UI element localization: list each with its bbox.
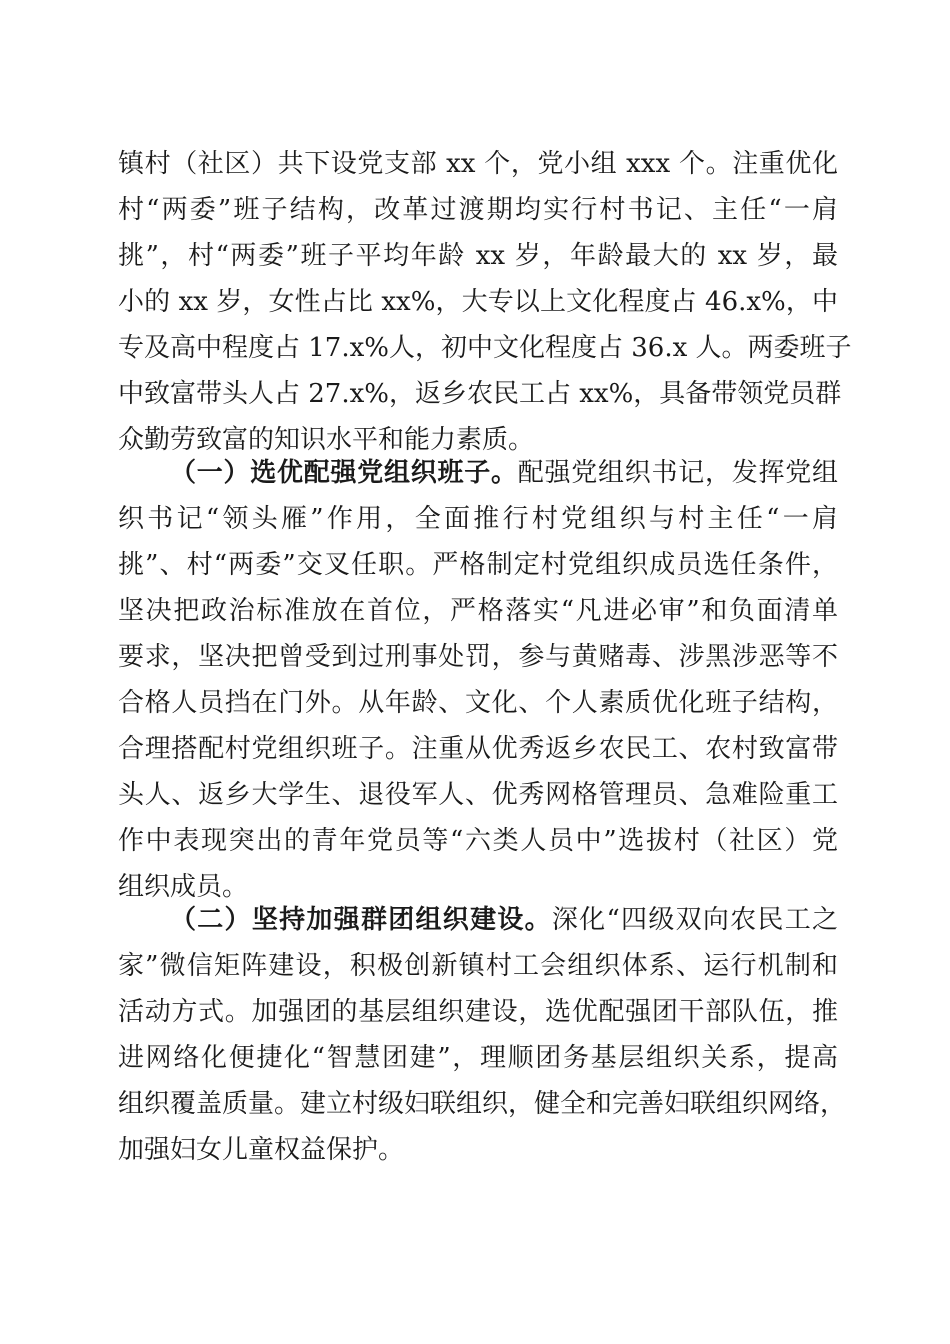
- paragraph-line: 小的 xx 岁，女性占比 xx%，大专以上文化程度占 46.x%，中: [118, 287, 838, 317]
- paragraph-line: 坚决把政治标准放在首位，严格落实“凡进必审”和负面清单: [118, 596, 838, 626]
- paragraph-line: 活动方式。加强团的基层组织建设，选优配强团干部队伍，推: [118, 997, 838, 1027]
- paragraph-line: 挑”、村“两委”交叉任职。严格制定村党组织成员选任条件，: [118, 550, 838, 580]
- paragraph-line: 挑”，村“两委”班子平均年龄 xx 岁，年龄最大的 xx 岁，最: [118, 241, 838, 271]
- paragraph-line: 家”微信矩阵建设，积极创新镇村工会组织体系、运行机制和: [118, 951, 838, 981]
- paragraph-line: 合格人员挡在门外。从年龄、文化、个人素质优化班子结构，: [118, 688, 838, 718]
- paragraph-line: 头人、返乡大学生、退役军人、优秀网格管理员、急难险重工: [118, 780, 838, 810]
- paragraph-line: 专及高中程度占 17.x%人，初中文化程度占 36.x 人。两委班子: [118, 333, 852, 363]
- paragraph-line: 村“两委”班子结构，改革过渡期均实行村书记、主任“一肩: [118, 195, 838, 225]
- paragraph-line: 织书记“领头雁”作用，全面推行村党组织与村主任“一肩: [118, 504, 838, 534]
- section-text: 配强党组织书记，发挥党组: [517, 458, 838, 488]
- section-heading: （一）选优配强党组织班子。: [170, 458, 518, 488]
- section-first-line: [170, 450, 838, 496]
- paragraph-line: 合理搭配村党组织班子。注重从优秀返乡农民工、农村致富带: [118, 734, 838, 764]
- section-heading: （二）坚持加强群团组织建设。: [170, 905, 552, 935]
- paragraph-line: 镇村（社区）共下设党支部 xx 个，党小组 xxx 个。注重优化: [118, 149, 838, 179]
- paragraph-line: 要求，坚决把曾受到过刑事处罚，参与黄赌毒、涉黑涉恶等不: [118, 642, 838, 672]
- paragraph-line: 众勤劳致富的知识水平和能力素质。: [118, 425, 535, 455]
- section-text: 深化“四级双向农民工之: [551, 905, 838, 935]
- paragraph-line: 加强妇女儿童权益保护。: [118, 1135, 405, 1165]
- paragraph-line: 中致富带头人占 27.x%，返乡农民工占 xx%，具备带领党员群: [118, 379, 842, 409]
- paragraph-line: 作中表现突出的青年党员等“六类人员中”选拔村（社区）党: [118, 826, 838, 856]
- paragraph-line: 组织成员。: [118, 872, 249, 902]
- paragraph-line: 进网络化便捷化“智慧团建”，理顺团务基层组织关系，提高: [118, 1043, 838, 1073]
- paragraph-line: 组织覆盖质量。建立村级妇联组织，健全和完善妇联组织网络，: [118, 1089, 847, 1119]
- section-first-line: [170, 897, 838, 943]
